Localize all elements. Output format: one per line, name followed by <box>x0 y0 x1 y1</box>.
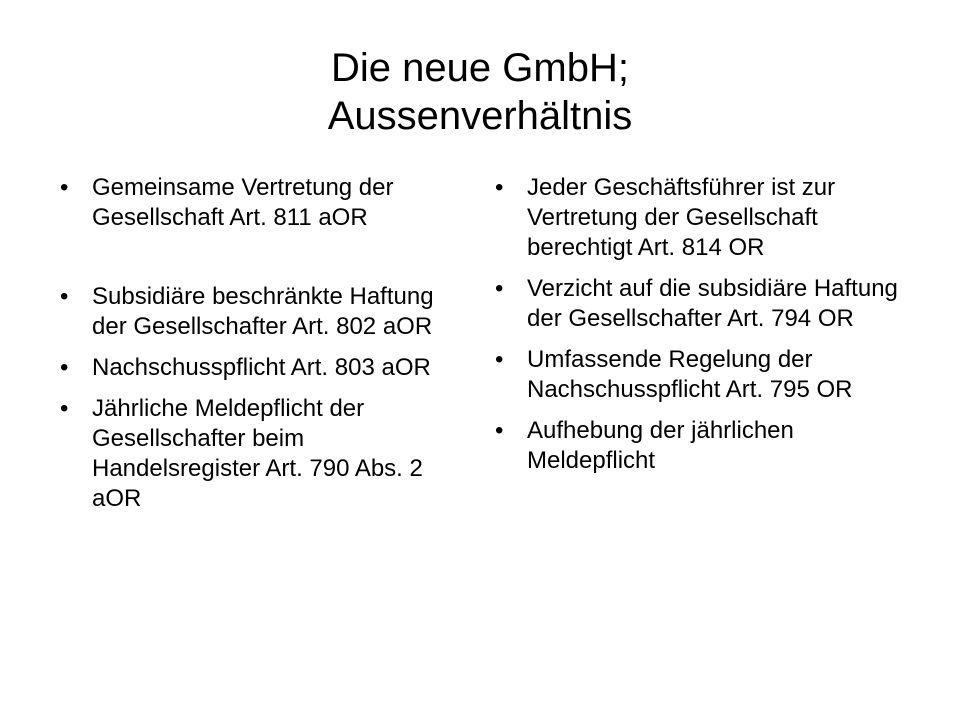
list-item <box>60 353 460 383</box>
bullet-icon: • <box>60 395 69 422</box>
bullet-icon: • <box>495 417 504 444</box>
list-item <box>60 173 460 233</box>
list-item <box>495 173 915 263</box>
bullet-icon: • <box>495 174 504 201</box>
slide-title-line-2: Aussenverhältnis <box>327 94 633 138</box>
list-item <box>495 274 915 334</box>
bullet-text: Aufhebung der jährlichen Meldepflicht <box>527 417 794 474</box>
bullet-text: Jeder Geschäftsführer ist zur Vertretung der Gesellschaft berechtigt Art. 814 OR <box>527 174 836 261</box>
list-item <box>495 416 915 476</box>
slide-title <box>0 44 960 140</box>
bullet-icon: • <box>495 275 504 302</box>
bullet-text: Gemeinsame Vertretung der Gesellschaft Art. 811 aOR <box>92 174 394 231</box>
bullet-icon: • <box>60 174 69 201</box>
list-item <box>60 394 460 514</box>
bullet-icon: • <box>495 346 504 373</box>
bullet-text: Verzicht auf die subsidiäre Haftung der Gesellschafter Art. 794 OR <box>527 275 898 332</box>
bullet-icon: • <box>60 354 69 381</box>
bullet-text: Subsidiäre beschränkte Haftung der Gesellschafter Art. 802 aOR <box>92 283 434 340</box>
list-item <box>495 345 915 405</box>
bullet-text: Umfassende Regelung der Nachschusspflicht Art. 795 OR <box>527 346 853 403</box>
bullet-icon: • <box>60 283 69 310</box>
right-bullet-list <box>495 173 915 487</box>
list-item <box>60 282 460 342</box>
left-bullet-list <box>60 173 460 514</box>
bullet-text: Jährliche Meldepflicht der Gesellschafter beim Handelsregister Art. 790 Abs. 2 aOR <box>92 395 423 512</box>
slide-title-line-1: Die neue GmbH; <box>331 46 629 90</box>
bullet-text: Nachschusspflicht Art. 803 aOR <box>92 354 431 381</box>
